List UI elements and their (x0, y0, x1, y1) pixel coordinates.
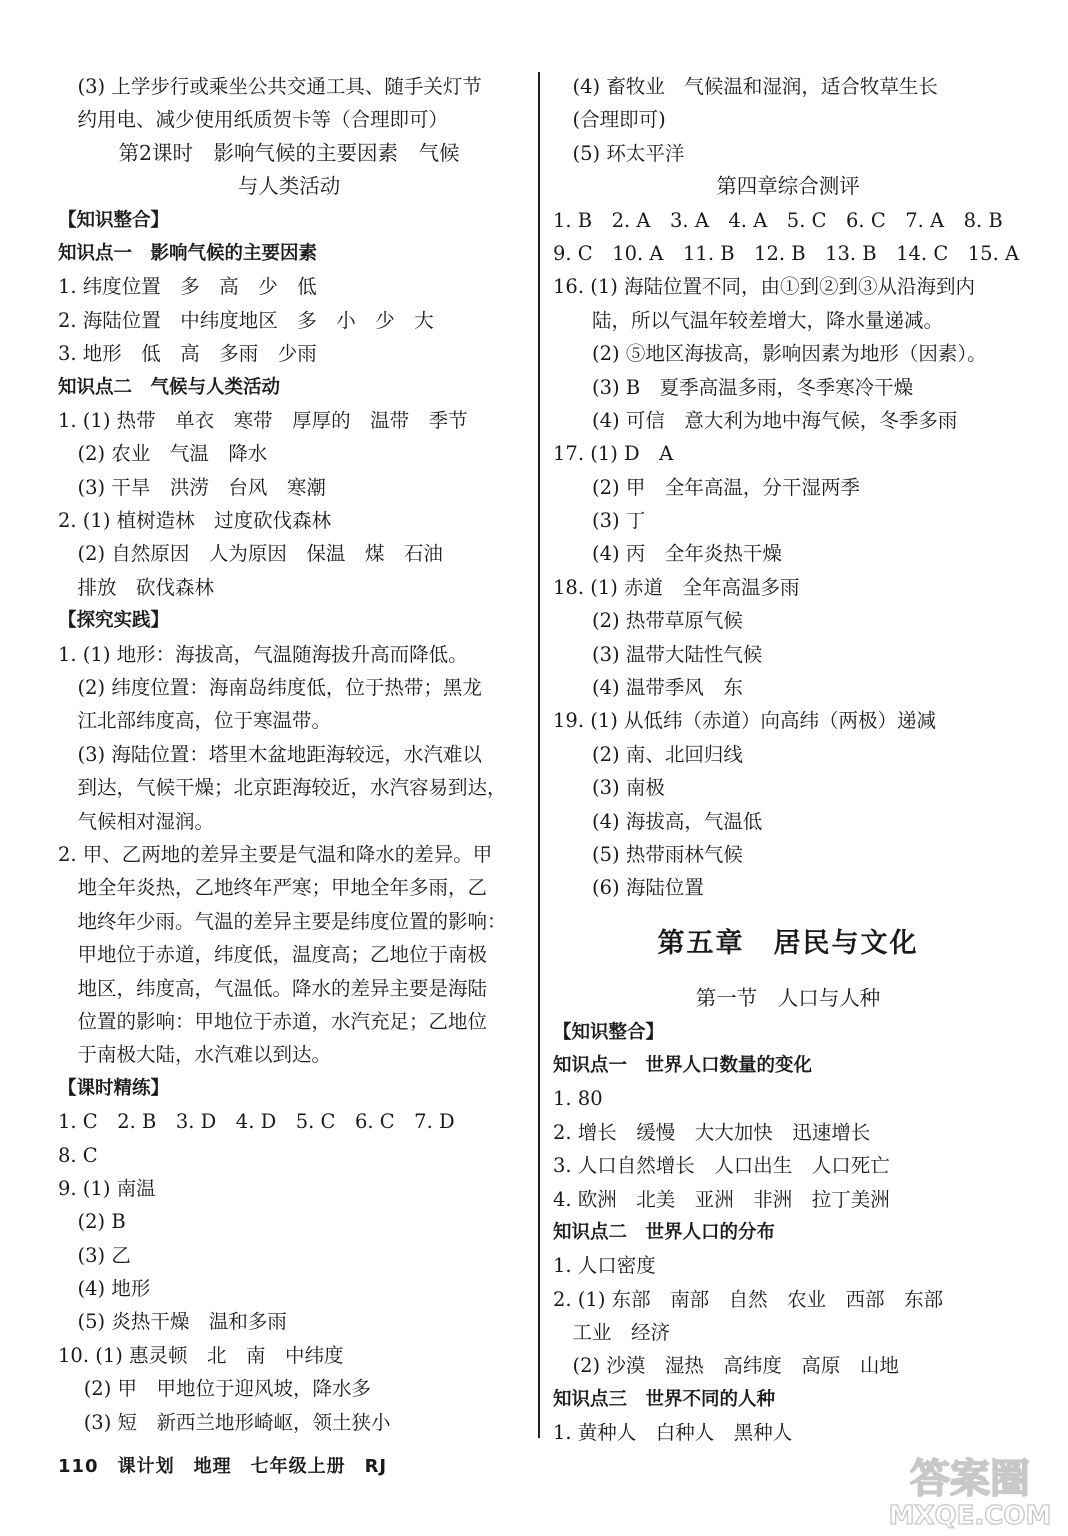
right-line: 知识点二 世界人口的分布 (553, 1221, 776, 1243)
right-line: (2) ⑤地区海拔高，影响因素为地形（因素）。 (553, 342, 987, 366)
right-line: (3) 南极 (553, 776, 665, 800)
left-line: 江北部纬度高，位于寒温带。 (58, 709, 332, 733)
right-line: (4) 畜牧业 气候温和湿润，适合牧草生长 (553, 75, 938, 98)
left-line: 地全年炎热，乙地终年严寒；甲地全年多雨，乙 (58, 876, 488, 900)
left-line: (3) 短 新西兰地形崎岖，领土狭小 (58, 1410, 391, 1434)
right-line: 第四章综合测评 (716, 174, 860, 199)
left-line: 3. 地形 低 高 多雨 少雨 (58, 342, 317, 366)
left-line: (2) B (58, 1210, 126, 1234)
left-line: 排放 砍伐森林 (58, 575, 215, 599)
left-line: 到达，气候干燥；北京距海较近，水汽容易到达， (58, 776, 507, 800)
left-line: 2. 甲、乙两地的差异主要是气温和降水的差异。甲 (58, 842, 493, 866)
left-line: 10. (1) 惠灵顿 北 南 中纬度 (58, 1343, 344, 1367)
right-line: 知识点三 世界不同的人种 (553, 1388, 776, 1410)
right-line: 【知识整合】 (553, 1021, 665, 1043)
right-line: 17. (1) D A (553, 442, 674, 466)
right-line: 工业 经济 (553, 1321, 671, 1345)
left-line: 于南极大陆，水汽难以到达。 (58, 1043, 332, 1067)
left-line: 2. 海陆位置 中纬度地区 多 小 少 大 (58, 308, 434, 332)
right-line: 第一节 人口与人种 (695, 986, 881, 1011)
watermark-url: MXQE.COM (888, 1501, 1052, 1531)
left-line: 约用电、减少使用纸质贺卡等（合理即可） (58, 108, 449, 132)
right-line: 9. C 10. A 11. B 12. B 13. B 14. C 15. A (553, 241, 1020, 265)
right-line: (合理即可) (553, 108, 666, 132)
left-line: (2) 甲 甲地位于迎风坡，降水多 (58, 1377, 372, 1401)
right-line: (3) 温带大陆性气候 (553, 642, 763, 666)
right-line: (4) 温带季风 东 (553, 676, 743, 700)
column-divider (538, 72, 540, 1438)
left-line: (4) 地形 (58, 1277, 151, 1301)
left-line: 【知识整合】 (58, 209, 170, 231)
right-line: (5) 热带雨林气候 (553, 842, 743, 866)
left-line: (5) 炎热干燥 温和多雨 (58, 1310, 287, 1334)
left-line: 地终年少雨。气温的差异主要是纬度位置的影响： (58, 909, 507, 933)
left-line: 1. 纬度位置 多 高 少 低 (58, 275, 317, 299)
left-line: 9. (1) 南温 (58, 1176, 156, 1200)
right-line: 2. (1) 东部 南部 自然 农业 西部 东部 (553, 1287, 944, 1311)
left-line: (3) 干旱 洪涝 台风 寒潮 (58, 475, 326, 499)
left-line: 位置的影响：甲地位于赤道，水汽充足；乙地位 (58, 1009, 488, 1033)
right-line: 3. 人口自然增长 人口出生 人口死亡 (553, 1154, 890, 1178)
right-line (553, 960, 1023, 982)
right-line: 1. 人口密度 (553, 1254, 656, 1278)
right-line: 4. 欧洲 北美 亚洲 非洲 拉丁美洲 (553, 1187, 890, 1211)
left-line: 1. (1) 热带 单衣 寒带 厚厚的 温带 季节 (58, 408, 468, 432)
left-line: 1. C 2. B 3. D 4. D 5. C 6. C 7. D (58, 1110, 455, 1134)
right-line: 1. B 2. A 3. A 4. A 5. C 6. C 7. A 8. B (553, 208, 1003, 232)
left-line: 2. (1) 植树造林 过度砍伐森林 (58, 509, 332, 533)
right-line: (2) 南、北回归线 (553, 742, 743, 766)
left-line: (3) 上学步行或乘坐公共交通工具、随手关灯节 (58, 75, 482, 98)
right-line: (4) 可信 意大利为地中海气候，冬季多雨 (553, 408, 958, 432)
right-line: 16. (1) 海陆位置不同，由①到②到③从沿海到内 (553, 275, 976, 299)
left-line: 第2课时 影响气候的主要因素 气候 (118, 140, 460, 165)
right-line: 第五章 居民与文化 (657, 927, 919, 959)
left-line: 1. (1) 地形：海拔高，气温随海拔升高而降低。 (58, 642, 468, 666)
right-line: (2) 甲 全年高温，分干湿两季 (553, 475, 860, 499)
right-line: 2. 增长 缓慢 大大加快 迅速增长 (553, 1120, 871, 1144)
right-line: (2) 热带草原气候 (553, 609, 743, 633)
right-line: 1. 黄种人 白种人 黑种人 (553, 1421, 793, 1445)
left-line: 8. C (58, 1143, 98, 1167)
left-line: (2) 纬度位置：海南岛纬度低，位于热带；黑龙 (58, 676, 482, 700)
right-line: (2) 沙漠 湿热 高纬度 高原 山地 (553, 1354, 899, 1378)
right-line: 18. (1) 赤道 全年高温多雨 (553, 575, 800, 599)
watermark-text: 答案圈 (910, 1456, 1030, 1502)
left-line: (2) 农业 气温 降水 (58, 442, 268, 466)
left-line: 知识点二 气候与人类活动 (58, 376, 281, 398)
left-line: 知识点一 影响气候的主要因素 (58, 242, 318, 264)
left-line: 气候相对湿润。 (58, 809, 215, 833)
left-line: 甲地位于赤道，纬度低，温度高；乙地位于南极 (58, 943, 488, 967)
left-line: 地区，纬度高，气温低。降水的差异主要是海陆 (58, 976, 488, 1000)
right-line: (6) 海陆位置 (553, 876, 704, 900)
right-line: (3) 丁 (553, 509, 646, 533)
page-footer: 110 课计划 地理 七年级上册 RJ (58, 1456, 388, 1477)
left-line: 【课时精练】 (58, 1077, 170, 1099)
right-column (553, 70, 1023, 1450)
right-line: 1. 80 (553, 1087, 603, 1111)
right-line: 知识点一 世界人口数量的变化 (553, 1054, 813, 1076)
right-line: (3) B 夏季高温多雨，冬季寒冷干燥 (553, 375, 914, 399)
left-column (58, 70, 520, 1439)
left-line: 【探究实践】 (58, 610, 170, 632)
right-line (553, 905, 1023, 927)
left-line: (3) 乙 (58, 1243, 131, 1267)
left-line: (2) 自然原因 人为原因 保温 煤 石油 (58, 542, 443, 566)
right-line: 19. (1) 从低纬（赤道）向高纬（两极）递减 (553, 709, 937, 733)
watermark-logo (880, 1448, 1060, 1532)
right-line: (5) 环太平洋 (553, 141, 685, 165)
left-line: (3) 海陆位置：塔里木盆地距海较远，水汽难以 (58, 742, 482, 766)
left-line: 与人类活动 (237, 174, 341, 199)
right-line: (4) 丙 全年炎热干燥 (553, 542, 782, 566)
right-line: 陆，所以气温年较差增大，降水量递减。 (553, 308, 944, 332)
right-line: (4) 海拔高，气温低 (553, 809, 763, 833)
